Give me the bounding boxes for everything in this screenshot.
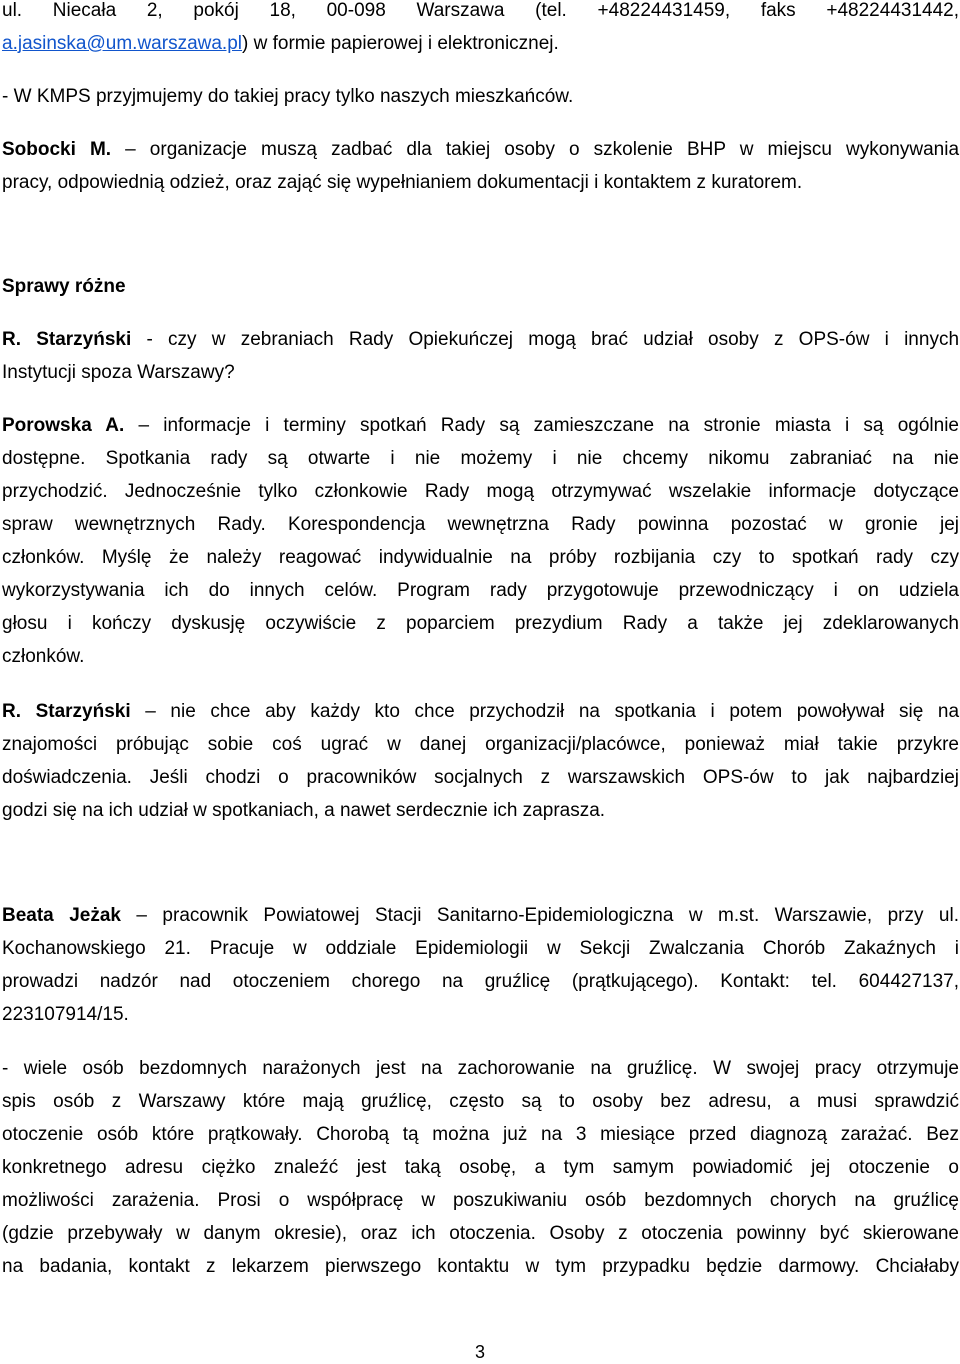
porowska-line-1 [2, 409, 959, 442]
porowska-line-4: spraw wewnętrznych Rady. Korespondencja wewnętrzna Rady powinna pozostać w gronie jej [2, 514, 959, 535]
tb-line-3: otoczenie osób które prątkowały. Chorobą tą można już na 3 miesiące przed diagnozą zarażać. Bez [2, 1124, 959, 1145]
sobocki-line-1 [2, 133, 959, 166]
kmps-note: - W KMPS przyjmujemy do takiej pracy tylko naszych mieszkańców. [2, 86, 574, 107]
starzynski-line-3: doświadczenia. Jeśli chodzi o pracowników socjalnych z warszawskich OPS-ów to jak najbardziej [2, 767, 959, 788]
porowska-text-1: – informacje i terminy spotkań Rady są zamieszczane na stronie miasta i są ogólnie [124, 415, 959, 436]
section-heading: Sprawy różne [2, 276, 126, 297]
sobocki-line-2: pracy, odpowiednią odzież, oraz zająć się wypełnianiem dokumentacji i kontaktem z kuratorem. [2, 172, 803, 193]
tb-line-1: - wiele osób bezdomnych narażonych jest na zachorowanie na gruźlicę. W swojej pracy otrzymuje [2, 1058, 959, 1079]
starzynski-text-1: – nie chce aby każdy kto chce przychodził na spotkania i potem powoływał się na [130, 701, 960, 722]
address-line-2-text: ) w formie papierowej i elektronicznej. [242, 33, 559, 54]
jezak-text-1: – pracownik Powiatowej Stacji Sanitarno-Epidemiologiczna w m.st. Warszawie, przy ul. [120, 905, 959, 926]
speaker-name: R. Starzyński [2, 701, 131, 722]
speaker-name: Beata Jeżak [2, 905, 121, 926]
starzynski-line-2: znajomości próbując sobie coś ugrać w danej organizacji/placówce, ponieważ miał takie przykre [2, 734, 959, 755]
page-number: 3 [474, 1342, 485, 1362]
starzynski-question-text: - czy w zebraniach Rady Opiekuńczej mogą brać udział osoby z OPS-ów i innych [131, 329, 960, 350]
porowska-line-7: głosu i kończy dyskusję oczywiście z poparciem prezydium Rady a także jej zdeklarowanych [2, 613, 959, 634]
porowska-line-5: członków. Myślę że należy reagować indywidualnie na próby rozbijania czy to spotkań rady czy [2, 547, 959, 568]
address-line: ul. Niecała 2, pokój 18, 00-098 Warszawa (tel. +48224431459, faks +48224431442, [2, 0, 959, 21]
starzynski-question-line-2: Instytucji spoza Warszawy? [2, 362, 235, 383]
starzynski-question-line-1 [2, 323, 959, 356]
starzynski-line-1 [2, 695, 959, 728]
porowska-line-6: wykorzystywania ich do innych celów. Program rady przygotowuje przewodniczący i on udziela [2, 580, 959, 601]
starzynski-line-4: godzi się na ich udział w spotkaniach, a nawet serdecznie ich zaprasza. [2, 800, 606, 821]
jezak-line-2: Kochanowskiego 21. Pracuje w oddziale Epidemiologii w Sekcji Zwalczania Chorób Zakaźnych i [2, 938, 959, 959]
speaker-name: Porowska A. [2, 415, 125, 436]
tb-line-7: na badania, kontakt z lekarzem pierwszego kontaktu w tym przypadku będzie darmowy. Chciałaby [2, 1256, 959, 1277]
speaker-name: Sobocki M. [2, 139, 112, 160]
tb-line-6: (gdzie przebywały w danym okresie), oraz ich otoczenia. Osoby z otoczenia powinny być skierowane [2, 1223, 959, 1244]
porowska-line-3: przychodzić. Jednocześnie tylko członkowie Rady mogą otrzymywać wszelakie informacje dotyczące [2, 481, 959, 502]
jezak-line-4: 223107914/15. [2, 1004, 129, 1025]
tb-line-2: spis osób z Warszawy które mają gruźlicę, często są to osoby bez adresu, a musi sprawdzić [2, 1091, 959, 1112]
jezak-line-1 [2, 899, 959, 932]
tb-line-4: konkretnego adresu ciężko znaleźć jest taką osobę, a tym samym powiadomić jej otoczenie o [2, 1157, 959, 1178]
speaker-name: R. Starzyński [2, 329, 132, 350]
porowska-line-8: członków. [2, 646, 85, 667]
sobocki-text-1: – organizacje muszą zadbać dla takiej osoby o szkolenie BHP w miejscu wykonywania [111, 139, 960, 160]
email-link[interactable]: a.jasinska@um.warszawa.pl [2, 33, 242, 54]
tb-line-5: możliwości zarażenia. Prosi o współpracę w poszukiwaniu osób bezdomnych chorych na gruźlicę [2, 1190, 959, 1211]
address-line-2 [2, 27, 959, 60]
jezak-line-3: prowadzi nadzór nad otoczeniem chorego na gruźlicę (prątkującego). Kontakt: tel. 604427137, [2, 971, 959, 992]
porowska-line-2: dostępne. Spotkania rady są otwarte i nie możemy i nie chcemy nikomu zabraniać na nie [2, 448, 959, 469]
